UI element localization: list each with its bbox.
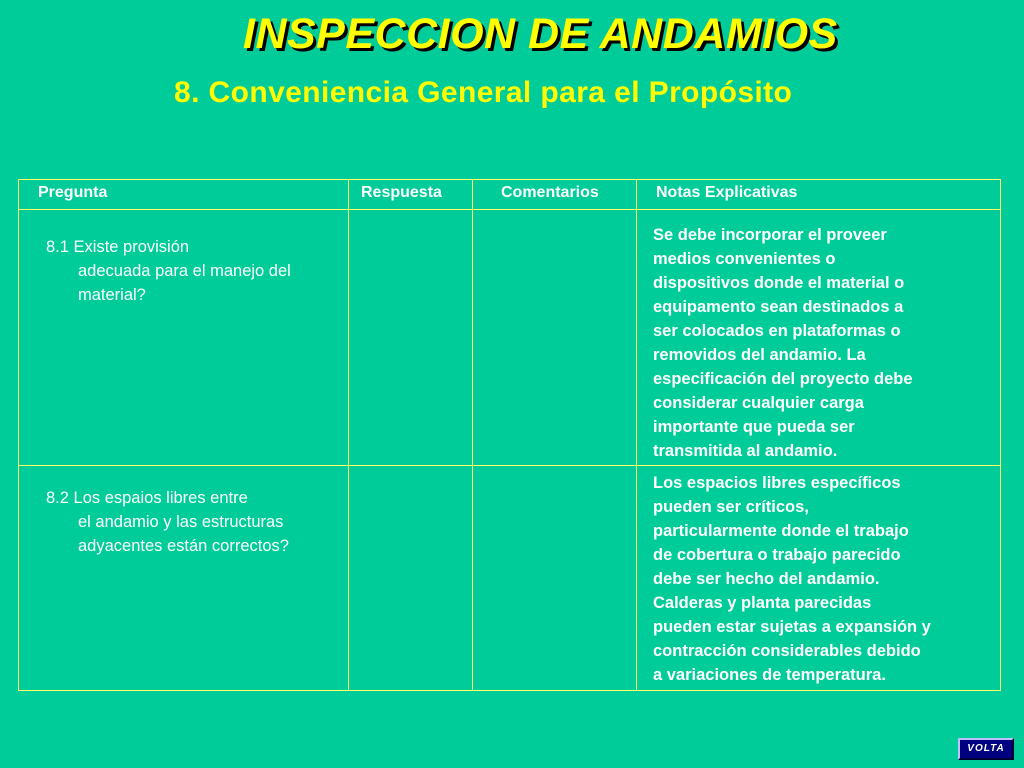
inspection-table <box>18 179 1001 691</box>
question-text: 8.1 Existe provisión <box>46 238 190 256</box>
note-8-1: Se debe incorporar el proveer medios convenientes o dispositivos donde el material o equipamento sean destinados a ser colocados en plataformas o removidos del andamio. La especificación del proyecto debe considerar cualquier carga importante que pueda ser transmitida al andamio. <box>653 226 913 460</box>
page-subtitle: 8. Conveniencia General para el Propósito <box>174 76 793 109</box>
column-divider <box>636 180 637 690</box>
answer-cell-8-1[interactable] <box>349 210 472 465</box>
header-comentarios: Comentarios <box>501 184 599 201</box>
question-text: adecuada para el manejo del material? <box>78 262 291 304</box>
header-pregunta: Pregunta <box>38 184 108 201</box>
comments-cell-8-1[interactable] <box>473 210 636 465</box>
comments-cell-8-2[interactable] <box>473 466 636 690</box>
volta-button[interactable]: VOLTA <box>958 738 1014 760</box>
answer-cell-8-2[interactable] <box>349 466 472 690</box>
note-8-2: Los espacios libres específicos pueden ser críticos, particularmente donde el trabajo de cobertura o trabajo parecido debe ser hecho del andamio. Calderas y planta parecidas pueden estar sujetas a expansión y contracción considerables debido a variaciones de temperatura. <box>653 474 931 684</box>
question-text: el andamio y las estructuras adyacentes están correctos? <box>78 513 289 555</box>
question-8-1 <box>46 235 336 307</box>
question-text: 8.2 Los espaios libres entre <box>46 489 248 507</box>
page-title: INSPECCION DE ANDAMIOS <box>243 10 838 58</box>
header-respuesta: Respuesta <box>361 184 442 201</box>
header-notas: Notas Explicativas <box>656 184 798 201</box>
question-8-2 <box>46 486 336 558</box>
